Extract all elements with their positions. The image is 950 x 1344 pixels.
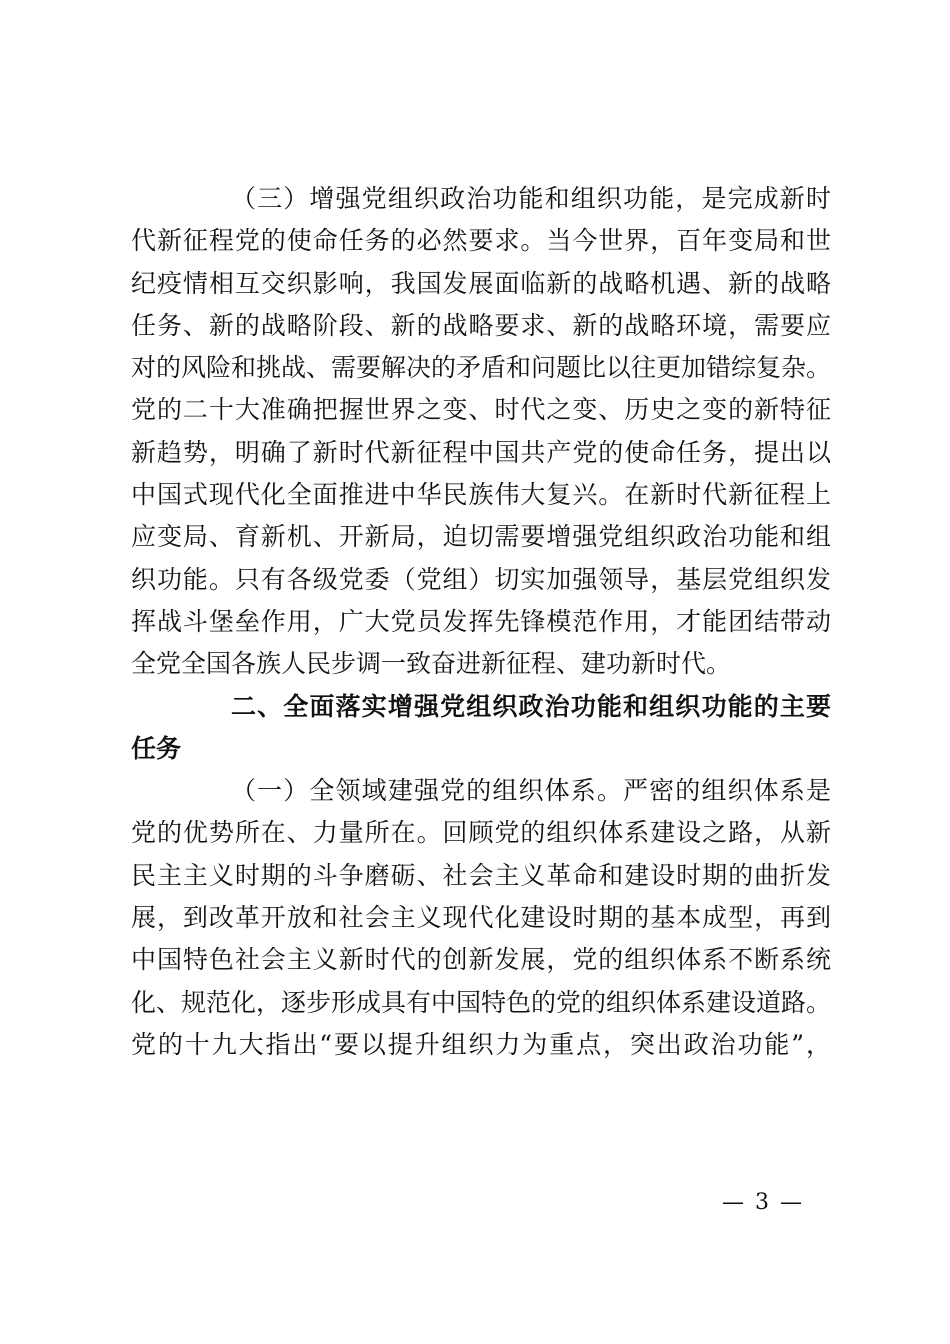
paragraph-3-line-7: 新趋势，明确了新时代新征程中国共产党的使命任务，提出以	[131, 437, 831, 467]
paragraph-4-line-6: 化、规范化，逐步形成具有中国特色的党的组织体系建设道路。	[131, 987, 832, 1017]
page-number: — 3 —	[722, 1190, 804, 1215]
document-body	[131, 178, 831, 1066]
paragraph-4-line-4: 展，到改革开放和社会主义现代化建设时期的基本成型，再到	[131, 903, 831, 933]
paragraph-4-line-1: （一）全领域建强党的组织体系。严密的组织体系是	[231, 776, 831, 806]
section-heading-line-2: 任务	[131, 733, 182, 763]
paragraph-3-line-12: 全党全国各族人民步调一致奋进新征程、建功新时代。	[131, 649, 732, 679]
paragraph-4-line-2: 党的优势所在、力量所在。回顾党的组织体系建设之路，从新	[131, 818, 831, 848]
paragraph-3-line-9: 应变局、育新机、开新局，迫切需要增强党组织政治功能和组	[131, 522, 831, 552]
paragraph-4-line-7: 党的十九大指出“要以提升组织力为重点，突出政治功能”，	[131, 1029, 831, 1059]
paragraph-3-line-5: 对的风险和挑战、需要解决的矛盾和问题比以往更加错综复杂。	[131, 353, 832, 383]
paragraph-4-line-5: 中国特色社会主义新时代的创新发展，党的组织体系不断系统	[131, 945, 831, 975]
paragraph-3-line-1: （三）增强党组织政治功能和组织功能，是完成新时	[231, 184, 831, 213]
paragraph-3-line-11: 挥战斗堡垒作用，广大党员发挥先锋模范作用，才能团结带动	[131, 606, 831, 636]
paragraph-3-line-8: 中国式现代化全面推进中华民族伟大复兴。在新时代新征程上	[131, 480, 831, 510]
paragraph-3-line-3: 纪疫情相互交织影响，我国发展面临新的战略机遇、新的战略	[131, 268, 831, 298]
paragraph-3-line-2: 代新征程党的使命任务的必然要求。当今世界，百年变局和世	[131, 226, 831, 256]
paragraph-4-line-3: 民主主义时期的斗争磨砺、社会主义革命和建设时期的曲折发	[131, 860, 831, 890]
paragraph-3-line-6: 党的二十大准确把握世界之变、时代之变、历史之变的新特征	[131, 395, 831, 425]
paragraph-3-line-4: 任务、新的战略阶段、新的战略要求、新的战略环境，需要应	[131, 310, 831, 340]
paragraph-3-line-10: 织功能。只有各级党委（党组）切实加强领导，基层党组织发	[131, 564, 831, 594]
section-heading-line-1: 二、全面落实增强党组织政治功能和组织功能的主要	[231, 691, 831, 721]
